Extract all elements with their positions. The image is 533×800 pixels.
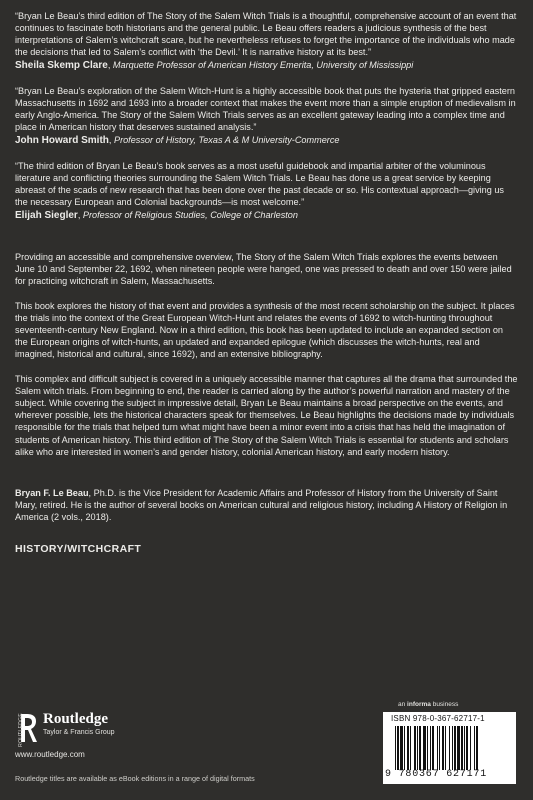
barcode-digits: 9 780367 627171 [385,769,488,780]
barcode-bar [395,726,396,770]
barcode-bar [452,726,453,770]
barcode-bar [461,726,463,770]
barcode-bar [476,726,478,770]
barcode-bar [407,726,409,770]
isbn-label: ISBN 978-0-367-62717-1 [391,714,485,723]
reviewer-name: Elijah Siegler [15,210,78,221]
barcode-bar [439,726,440,770]
subject-category: HISTORY/WITCHCRAFT [15,542,142,555]
reviewer-title: Marquette Professor of American History Emerita, University of Mississippi [112,60,414,70]
review-2 [15,85,518,147]
publisher-url[interactable]: www.routledge.com [15,750,85,759]
barcode [395,726,510,770]
informa-brand: informa [407,701,431,708]
author-bio [15,487,518,524]
barcode-bar [414,726,416,770]
description-paragraph-1: Providing an accessible and comprehensive overview, The Story of the Salem Witch Trials explores the events between June 10 and September 22, 1692, when nineteen people were hanged, one was pressed to death and over 150 were jailed for practicing witchcraft in Salem, Massachusetts. [15,252,512,287]
barcode-bar [470,726,471,770]
barcode-bar [400,726,403,770]
informa-suffix: business [432,701,459,708]
review-quote: “Bryan Le Beau’s third edition of The Story of the Salem Witch Trials is a thoughtful, comprehensive account of an event that continues to fascinate both historians and the general public. Le Beau offers readers a judicious synthesis of the best interpretations of Salem’s witchcraft scare, but he nevertheless refuses to forget the importance of the individuals who made the decisions that led to Salem’s conflict with ‘the Devil.’ It is narrative history at its best.” [15,11,517,57]
barcode-bar [437,726,438,770]
routledge-vertical-text: ROUTLEDGE [18,713,24,747]
barcode-bar [417,726,418,770]
reviewer-title: Professor of Religious Studies, College of Charleston [82,210,298,220]
reviewer-title: Professor of History, Texas A & M University-Commerce [113,135,340,145]
barcode-bar [474,726,475,770]
review-1 [15,10,518,72]
reviewer-name: Sheila Skemp Clare [15,60,108,71]
barcode-bar [419,726,421,770]
description-paragraph-2: This book explores the history of that event and provides a synthesis of the most recent scholarship on the subject. It places the trials into the context of the Great European Witch-Hunt and relates the events of 1692 to witch-hunting throughout seventeenth-century New England. Now in a third edition, this book has been updated to include an expanded section on the European origins of witch-hunts, an updated and expanded epilogue (which discusses the witch-hunts, real and imagined, historical and cultural, since 1692), and an extensive bibliography. [15,300,515,360]
barcode-bar [410,726,411,770]
barcode-bar [445,726,446,770]
barcode-bar [404,726,405,770]
barcode-panel [383,712,516,784]
review-attribution: John Howard Smith, Professor of History, Texas A & M University-Commerce [15,135,340,146]
publisher-group: Taylor & Francis Group [43,729,115,736]
back-cover-text [15,10,518,555]
informa-tagline [398,701,458,708]
author-bio-text: , Ph.D. is the Vice President for Academic Affairs and Professor of History from the University of Saint Mary, retired. He is the author of several books on American cultural and religious history, including A History of Religion in America (2 vols., 2018). [15,488,508,523]
review-attribution: Elijah Siegler, Professor of Religious Studies, College of Charleston [15,210,298,221]
author-name: Bryan F. Le Beau [15,488,89,499]
informa-prefix: an [398,701,406,708]
barcode-bar [430,726,431,770]
ebook-note: Routledge titles are available as eBook editions in a range of digital formats [15,774,255,783]
barcode-bar [427,726,428,770]
reviewer-name: John Howard Smith [15,135,109,146]
description-paragraph-3: This complex and difficult subject is covered in a uniquely accessible manner that captures all the drama that surrounded the Salem witch trials. From beginning to end, the reader is carried along by the author’s powerful narration and mastery of the subject. While covering the subject in impressive detail, Bryan Le Beau maintains a broad perspective on the events, and wherever possible, lets the historical characters speak for themselves. Le Beau highlights the decisions made by individuals responsible for the trials that helped turn what might have been a minor event into a crisis that has held the imagination of students of American history. This third edition of The Story of the Salem Witch Trials is essential for students and scholars alike who are interested in women’s and gender history, colonial American history, and early modern history. [15,373,518,457]
review-quote: “The third edition of Bryan Le Beau’s book serves as a most useful guidebook and impartial arbiter of the voluminous literature and conflicting theories surrounding the Salem Witch Trials. Le Beau has done us a great service by keeping abreast of the scads of new research that has been done over the past decade or so. His contextual approach—giving us the necessary European and Colonial backgrounds—is most welcome.” [15,161,504,207]
barcode-bar [432,726,434,770]
barcode-bar [454,726,456,770]
review-quote: “Bryan Le Beau’s exploration of the Salem Witch-Hunt is a highly accessible book that puts the hysteria that gripped eastern Massachusetts in 1692 and 1693 into a broader context that makes the event more than a simple eruption of medievalism in early Anglo-America. The Story of the Salem Witch Trials serves as an excellent gateway leading into a complex time and place in American history that deserves sustained analysis.” [15,86,516,132]
barcode-bar [464,726,465,770]
barcode-bar [449,726,450,770]
review-attribution: Sheila Skemp Clare, Marquette Professor of American History Emerita, University of Mississippi [15,60,414,71]
barcode-bar [442,726,444,770]
review-3 [15,160,518,222]
barcode-bar [423,726,426,770]
barcode-bar [397,726,399,770]
barcode-bar [457,726,460,770]
publisher-name: Routledge [43,711,108,727]
barcode-bar [466,726,468,770]
